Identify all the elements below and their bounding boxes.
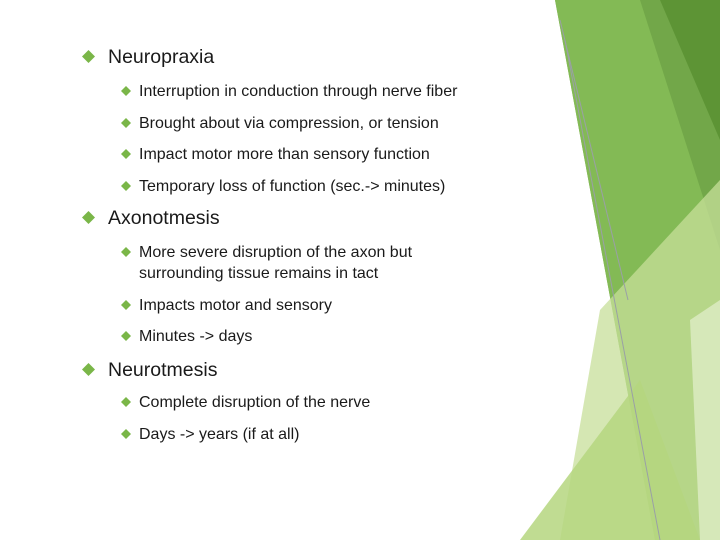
diamond-bullet-icon xyxy=(121,86,131,96)
diamond-bullet-icon xyxy=(121,181,131,191)
point-text: Days -> years (if at all) xyxy=(139,426,300,443)
bullet-level-1 xyxy=(82,206,220,230)
bullet-level-2 xyxy=(121,424,299,445)
bullet-level-2 xyxy=(121,81,457,102)
bullet-level-2 xyxy=(121,295,332,316)
point-text: Minutes -> days xyxy=(139,328,253,345)
point-text: Impact motor more than sensory function xyxy=(139,146,430,163)
diamond-bullet-icon xyxy=(121,118,131,128)
bullet-level-2 xyxy=(121,242,412,284)
point-text: Impacts motor and sensory xyxy=(139,297,332,314)
bullet-level-1 xyxy=(82,45,214,69)
bullet-level-2 xyxy=(121,113,439,134)
diamond-bullet-icon xyxy=(82,211,95,224)
bullet-level-2 xyxy=(121,176,445,197)
bullet-level-2 xyxy=(121,144,430,165)
point-text: More severe disruption of the axon but surrounding tissue remains in tact xyxy=(139,244,413,282)
diamond-bullet-icon xyxy=(82,50,95,63)
diamond-bullet-icon xyxy=(121,331,131,341)
diamond-bullet-icon xyxy=(121,247,131,257)
point-text: Complete disruption of the nerve xyxy=(139,394,371,411)
section-heading: Axonotmesis xyxy=(108,207,220,229)
diamond-bullet-icon xyxy=(121,300,131,310)
point-text: Brought about via compression, or tension xyxy=(139,115,439,132)
point-text: Temporary loss of function (sec.-> minutes) xyxy=(139,178,446,195)
bullet-level-1 xyxy=(82,358,217,382)
point-text: Interruption in conduction through nerve fiber xyxy=(139,83,458,100)
bullet-level-2 xyxy=(121,326,252,347)
section-heading: Neuropraxia xyxy=(108,46,215,68)
bullet-level-2 xyxy=(121,392,370,413)
diamond-bullet-icon xyxy=(121,429,131,439)
diamond-bullet-icon xyxy=(82,363,95,376)
section-heading: Neurotmesis xyxy=(108,359,218,381)
diamond-bullet-icon xyxy=(121,149,131,159)
diamond-bullet-icon xyxy=(121,397,131,407)
